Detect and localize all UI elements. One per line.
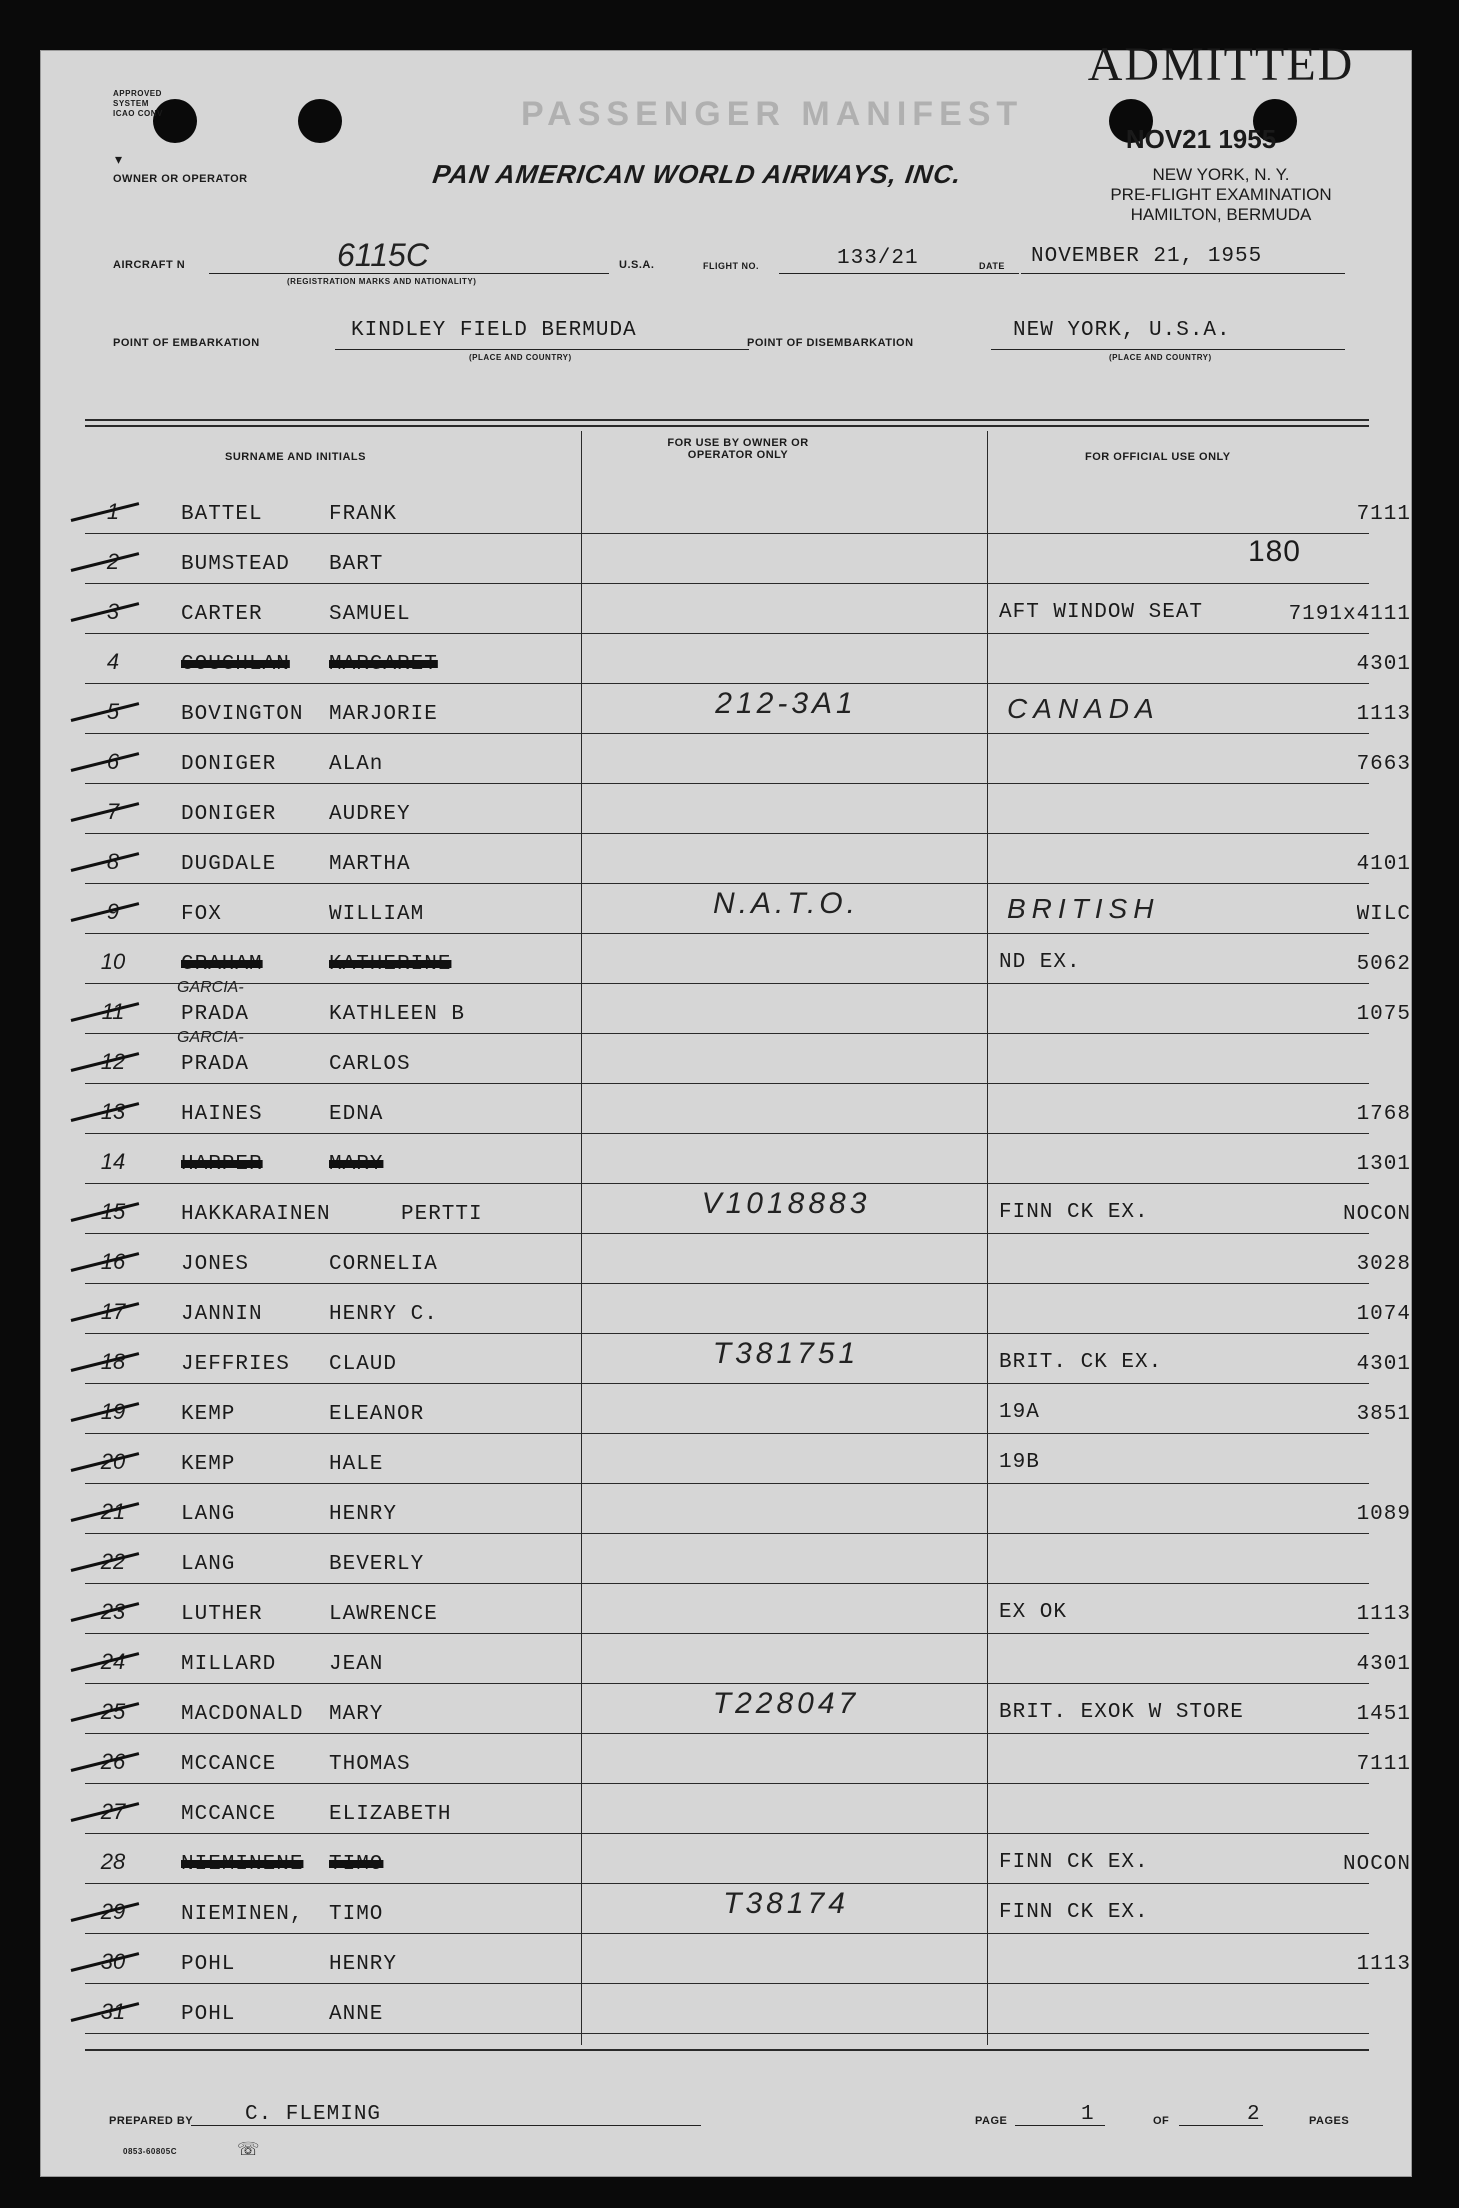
given-name: MARTHA [329, 853, 411, 876]
official-entry: EX OK [999, 1601, 1068, 1624]
approved-block [113, 89, 163, 119]
surname: PRADA [181, 1003, 250, 1026]
given-name: HENRY [329, 1503, 398, 1526]
row-number: 1 [106, 499, 120, 524]
page-value: 1 [1081, 2103, 1095, 2126]
surname: DONIGER [181, 803, 277, 826]
row-rule [85, 1283, 1369, 1284]
given-name: BART [329, 553, 384, 576]
given-name: HENRY [329, 1953, 398, 1976]
official-code: 4301 [1356, 1653, 1411, 1676]
form-number: 0853-60805C [123, 2147, 177, 2156]
official-code: 1089 [1356, 1503, 1411, 1526]
surname: BUMSTEAD [181, 553, 290, 576]
surname: KEMP [181, 1403, 236, 1426]
stamp-line-1: NEW YORK, N. Y. [1152, 165, 1290, 184]
given-name: MARY [329, 1153, 384, 1176]
row-rule [85, 683, 1369, 684]
stamp-line-2: PRE-FLIGHT EXAMINATION [1110, 185, 1332, 204]
row-number: 17 [100, 1299, 126, 1324]
row-number: 22 [100, 1549, 126, 1574]
surname: HARPER [181, 1153, 263, 1176]
date-value: NOVEMBER 21, 1955 [1031, 245, 1263, 268]
row-rule [85, 1133, 1369, 1134]
approved-line: SYSTEM [113, 99, 149, 108]
given-name: CORNELIA [329, 1253, 438, 1276]
row-number: 8 [106, 849, 120, 874]
surname: MCCANCE [181, 1803, 277, 1826]
official-code: NOCON [1342, 1853, 1411, 1876]
surname: DONIGER [181, 753, 277, 776]
row-rule [85, 633, 1369, 634]
given-name: CLAUD [329, 1353, 398, 1376]
official-code: WILC [1356, 903, 1411, 926]
surname: NIEMINEN, [181, 1903, 304, 1926]
row-number: 29 [100, 1899, 126, 1924]
official-entry: ND EX. [999, 951, 1081, 974]
surname: MILLARD [181, 1653, 277, 1676]
row-rule [85, 1533, 1369, 1534]
admitted-stamp [1041, 37, 1401, 225]
surname: MCCANCE [181, 1753, 277, 1776]
row-rule [85, 1433, 1369, 1434]
official-entry: BRIT. CK EX. [999, 1351, 1163, 1374]
row-number: 19 [100, 1399, 126, 1424]
given-name: TIMO [329, 1903, 384, 1926]
manifest-sheet [40, 38, 1412, 2177]
surname: JANNIN [181, 1303, 263, 1326]
row-number: 26 [100, 1749, 126, 1774]
surname: FOX [181, 903, 222, 926]
official-code: 4301 [1356, 653, 1411, 676]
official-entry: 19B [999, 1451, 1040, 1474]
stamp-date: NOV21 1955 [1125, 124, 1277, 154]
official-code: 180 [1247, 535, 1301, 568]
surname: KEMP [181, 1453, 236, 1476]
row-number: 12 [100, 1049, 126, 1074]
form-title: PASSENGER MANIFEST [521, 95, 1024, 133]
given-name: ALAn [329, 753, 384, 776]
row-rule [85, 1833, 1369, 1834]
row-rule [85, 1333, 1369, 1334]
surname: JONES [181, 1253, 250, 1276]
row-rule [85, 1683, 1369, 1684]
row-number: 13 [100, 1099, 126, 1124]
official-code: 4101 [1356, 853, 1411, 876]
official-code: 5062 [1356, 953, 1411, 976]
flight-label: FLIGHT NO. [703, 261, 759, 271]
given-name: HALE [329, 1453, 384, 1476]
owner-entry: N.A.T.O. [713, 887, 859, 920]
surname: NIEMINENE [181, 1853, 304, 1876]
disembark-label: POINT OF DISEMBARKATION [747, 337, 914, 349]
surname: BATTEL [181, 503, 263, 526]
row-rule [85, 533, 1369, 534]
row-number: 5 [106, 699, 120, 724]
column-header-official: FOR OFFICIAL USE ONLY [1085, 451, 1231, 463]
given-name: BEVERLY [329, 1553, 425, 1576]
official-code: 1768 [1356, 1103, 1411, 1126]
row-number: 6 [106, 749, 120, 774]
given-name: MARY [329, 1703, 384, 1726]
row-rule [85, 1583, 1369, 1584]
row-rule [85, 983, 1369, 984]
row-number: 15 [100, 1199, 126, 1224]
row-number: 10 [100, 949, 126, 974]
surname: CARTER [181, 603, 263, 626]
surname: POHL [181, 2003, 236, 2026]
column-header-name: SURNAME AND INITIALS [225, 451, 366, 463]
embark-label: POINT OF EMBARKATION [113, 337, 260, 349]
row-number: 2 [106, 549, 120, 574]
official-entry: FINN CK EX. [999, 1901, 1149, 1924]
given-name: KATHLEEN B [329, 1003, 466, 1026]
prepared-value: C. FLEMING [245, 2103, 382, 2126]
official-code: 4301 [1356, 1353, 1411, 1376]
stamp-line-3: HAMILTON, BERMUDA [1130, 205, 1312, 224]
official-code: 7191x4111 [1288, 603, 1411, 626]
admitted-text: ADMITTED [1087, 38, 1355, 91]
official-code: 1113 [1356, 1953, 1411, 1976]
approved-line: ICAO [113, 109, 135, 118]
usa-label: U.S.A. [619, 259, 655, 271]
aircraft-sub: (REGISTRATION MARKS AND NATIONALITY) [287, 277, 477, 286]
row-number: 9 [106, 899, 120, 924]
given-name: ANNE [329, 2003, 384, 2026]
page-label: PAGE [975, 2115, 1008, 2127]
given-name: TIMO [329, 1853, 384, 1876]
row-number: 31 [100, 1999, 126, 2024]
given-name: EDNA [329, 1103, 384, 1126]
surname: LANG [181, 1553, 236, 1576]
official-entry: FINN CK EX. [999, 1201, 1149, 1224]
of-value: 2 [1247, 2103, 1261, 2126]
official-code: NOCON [1342, 1203, 1411, 1226]
row-number: 3 [106, 599, 120, 624]
row-number: 18 [100, 1349, 126, 1374]
row-rule [85, 1733, 1369, 1734]
row-number: 30 [100, 1949, 126, 1974]
given-name: ELIZABETH [329, 1803, 452, 1826]
owner-entry: 212-3A1 [715, 687, 857, 720]
given-name: CARLOS [329, 1053, 411, 1076]
given-name: ELEANOR [329, 1403, 425, 1426]
surname: HAINES [181, 1103, 263, 1126]
surname: GRAHAM [181, 953, 263, 976]
row-number: 14 [100, 1149, 126, 1174]
owner-entry: T38174 [723, 1887, 849, 1920]
disembark-value: NEW YORK, U.S.A. [1013, 319, 1231, 342]
given-name: PERTTI [401, 1203, 483, 1226]
official-code: 7111 [1356, 1753, 1411, 1776]
owner-entry: T381751 [712, 1337, 860, 1370]
name-prefix: GARCIA- [177, 979, 244, 996]
owner-entry: V1018883 [701, 1187, 871, 1220]
aircraft-value: 6115C [337, 237, 429, 273]
punch-hole [298, 99, 342, 143]
official-code: 7111 [1356, 503, 1411, 526]
surname: HAKKARAINEN [181, 1203, 331, 1226]
flight-value: 133/21 [837, 247, 919, 270]
embark-sub: (PLACE AND COUNTRY) [469, 353, 572, 362]
row-number: 24 [100, 1649, 126, 1674]
given-name: JEAN [329, 1653, 384, 1676]
official-entry: 19A [999, 1401, 1040, 1424]
row-rule [85, 833, 1369, 834]
approved-line: CONV [137, 109, 163, 118]
row-number: 28 [100, 1849, 126, 1874]
official-entry: AFT WINDOW SEAT [999, 601, 1204, 624]
official-code: 1113 [1356, 703, 1411, 726]
row-rule [85, 1883, 1369, 1884]
row-rule [85, 1033, 1369, 1034]
given-name: KATHERINE [329, 953, 452, 976]
official-code: 1074 [1356, 1303, 1411, 1326]
given-name: FRANK [329, 503, 398, 526]
row-rule [85, 1783, 1369, 1784]
embark-value: KINDLEY FIELD BERMUDA [351, 319, 637, 342]
surname: MACDONALD [181, 1703, 304, 1726]
disembark-sub: (PLACE AND COUNTRY) [1109, 353, 1212, 362]
row-rule [85, 1633, 1369, 1634]
column-header-owner: FOR USE BY OWNER OR OPERATOR ONLY [667, 437, 809, 461]
given-name: WILLIAM [329, 903, 425, 926]
row-rule [85, 783, 1369, 784]
surname: COUGHLAN [181, 653, 290, 676]
given-name: THOMAS [329, 1753, 411, 1776]
logo-icon: ☏ [237, 2139, 260, 2159]
official-code: 1113 [1356, 1603, 1411, 1626]
row-rule [85, 1983, 1369, 1984]
row-number: 27 [100, 1799, 126, 1824]
row-rule [85, 733, 1369, 734]
row-rule [85, 933, 1369, 934]
row-number: 11 [101, 999, 125, 1024]
official-code: 1075 [1356, 1003, 1411, 1026]
surname: DUGDALE [181, 853, 277, 876]
official-entry: BRIT. EXOK W STORE [999, 1701, 1244, 1724]
given-name: LAWRENCE [329, 1603, 438, 1626]
aircraft-label: AIRCRAFT N [113, 259, 186, 271]
row-rule [85, 2033, 1369, 2034]
row-number: 23 [100, 1599, 126, 1624]
prepared-label: PREPARED BY [109, 2115, 194, 2127]
given-name: SAMUEL [329, 603, 411, 626]
row-number: 21 [100, 1499, 126, 1524]
row-rule [85, 1383, 1369, 1384]
of-label: OF [1153, 2115, 1170, 2127]
official-code: 3851 [1356, 1403, 1411, 1426]
given-name: HENRY C. [329, 1303, 438, 1326]
row-number: 20 [100, 1449, 126, 1474]
row-rule [85, 883, 1369, 884]
surname: LANG [181, 1503, 236, 1526]
pages-label: PAGES [1309, 2115, 1350, 2127]
surname: PRADA [181, 1053, 250, 1076]
given-name: AUDREY [329, 803, 411, 826]
row-number: 4 [106, 649, 120, 674]
owner-label: OWNER OR OPERATOR [113, 173, 248, 185]
row-rule [85, 1233, 1369, 1234]
date-label: DATE [979, 261, 1005, 271]
row-number: 16 [100, 1249, 126, 1274]
given-name: MARGARET [329, 653, 438, 676]
row-rule [85, 1083, 1369, 1084]
owner-value: PAN AMERICAN WORLD AIRWAYS, INC. [430, 159, 964, 189]
official-code: 3028 [1356, 1253, 1411, 1276]
row-rule [85, 1183, 1369, 1184]
official-code: 7663 [1356, 753, 1411, 776]
owner-entry: T228047 [712, 1687, 860, 1720]
given-name: MARJORIE [329, 703, 438, 726]
surname: JEFFRIES [181, 1353, 290, 1376]
row-number: 7 [106, 799, 120, 824]
official-code: 1301 [1356, 1153, 1411, 1176]
row-number: 25 [100, 1699, 126, 1724]
row-rule [85, 1483, 1369, 1484]
surname: POHL [181, 1953, 236, 1976]
name-prefix: GARCIA- [177, 1029, 244, 1046]
surname: LUTHER [181, 1603, 263, 1626]
mark-icon: ▾ [115, 151, 123, 167]
row-rule [85, 583, 1369, 584]
surname: BOVINGTON [181, 703, 304, 726]
official-entry: FINN CK EX. [999, 1851, 1149, 1874]
official-code: 1451 [1356, 1703, 1411, 1726]
official-entry: CANADA [1007, 693, 1160, 724]
official-entry: BRITISH [1007, 893, 1160, 924]
approved-line: APPROVED [113, 89, 162, 98]
row-rule [85, 1933, 1369, 1934]
